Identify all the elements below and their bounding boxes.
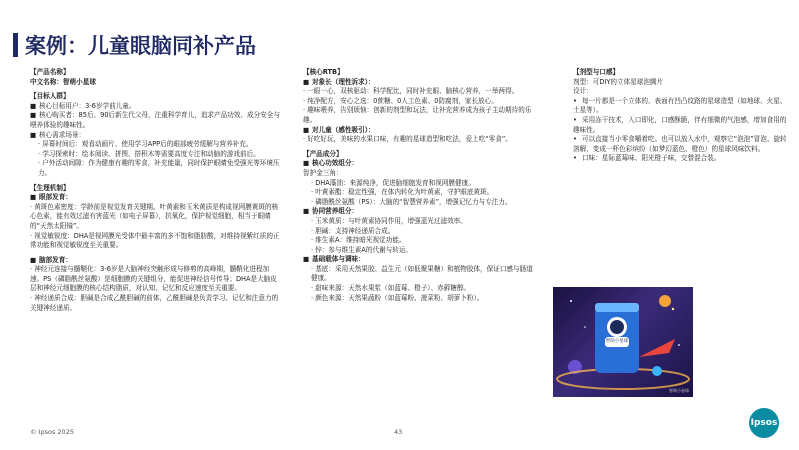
ingredients-core: ■ 核心功效组分： [303,159,359,168]
scenario-outdoor: · 户外活动间隙：作为健康有趣的零食，补充能量，同时保护眼睛免受强光等环境压力。 [38,159,280,177]
ingredient-color: · 颜色来源：天然果蔬粉（如蓝莓粉、菠菜粉、胡萝卜粉）。 [311,293,484,302]
target-scenarios: ■ 核心需求场景： [30,130,86,139]
ipsos-logo: Ipsos [749,408,779,438]
mechanism-eye-acuity: · 视觉敏锐度：DHA是视网膜光受体中最丰富的多不饱和脂肪酸，对维持视紫红质的正常功能和视觉敏锐度至关重要。 [30,231,280,250]
target-buyer: ■ 核心购买者：85后、90后新生代父母，注重科学育儿，追求产品功效、成分安全与喂养体验的趣味性。 [30,111,280,129]
column-product-info [30,68,280,313]
column-format [573,68,788,164]
product-illustration [553,287,693,397]
ingredients-triangle: 智护金三角： [303,168,343,177]
rtb-fun-feeding: · 趣味喂养，告别烦恼：创新的剂型和玩法，让补充营养成为孩子主动期待的乐趣。 [303,106,532,124]
title-accent-bar [13,33,18,57]
mechanism-eye-macula: · 黄斑色素密度：学龄前是视觉发育关键期。叶黄素和玉米黄质是构成视网膜黄斑的核心色素，能有效过滤有害蓝光（如电子屏幕），抗氧化，保护视觉细胞，相当于眼睛的“天然太阳镜”。 [30,202,279,230]
section-title-ingredients: 【产品成分】 [303,149,343,158]
rtb-dual-core: · 一眼一心，双核驱动：科学配比，同时补充眼、脑核心营养，一举两得。 [303,87,519,96]
ingredients-synergy: ■ 协同营养组分： [303,207,359,216]
ingredient-sweetener: · 甜味来源：天然水果浆（如蓝莓、橙子）、赤藓糖醇。 [311,284,471,293]
rtb-tasty-fun: · 好吃好玩，美味的水果口味，有趣的星球造型和吃法，爱上吃“零食”。 [303,135,512,144]
product-can-label: 智萌小星球 [605,339,629,344]
page-number: 43 [394,428,403,436]
mechanism-eye: ■ 眼部发育： [30,193,72,202]
rtb-parents: ■ 对象长（理性诉求）： [303,77,375,86]
format-design: 设计： [573,87,593,96]
ingredients-base: ■ 基础载体与调味： [303,255,365,264]
format-design-freeze-dry: • 采用冻干技术，入口即化，口感酥脆，伴有细微的气泡感，增加食用的趣味性。 [573,115,787,134]
format-design-usage: • 可以直接当小零食嚼着吃。也可以放入水中，观察它“泡泡”冒泡、旋转溶解，变成一杯色彩缤纷（如梦幻蓝色、橙色）的星球风味饮料。 [573,135,787,153]
section-title-name: 【产品名称】 [30,68,70,76]
ingredient-zeaxanthin: · 玉米黄质：与叶黄素协同作用，增强蓝光过滤效率。 [311,216,467,225]
column-rtb-ingredients [303,68,539,303]
mechanism-brain-transmitter: · 神经递质合成：胆碱是合成乙酰胆碱的前体，乙酰胆碱是负责学习、记忆和注意力的关键神经递质。 [30,294,279,312]
mechanism-brain: ■ 脑部发育： [30,255,72,264]
ingredient-base: · 基底：采用天然果胶、益生元（如低聚果糖）和植物胶体，保证口感与肠道健康。 [311,264,533,283]
section-title-format: 【剂型与口感】 [573,68,620,76]
ingredient-choline: · 胆碱：支持神经递质合成。 [311,226,395,235]
mechanism-brain-neuron: · 神经元连接与髓鞘化：3-6岁是大脑神经突触形成与修剪的高峰期，髓鞘化进程加速。PS（磷脂酰丝氨酸）是细胞膜的关键组分，能促进神经信号传导；DHA是大脑皮层和神经元细胞膜的核心结构脂质，对认知、记忆和反应速度至关重要。 [30,265,277,293]
scenario-study: · 学习探索时：绘本阅读、拼图、搭积木等需要高度专注和动脑的游戏前后。 [38,149,260,158]
image-corner-mark: 智萌小星球 [669,388,689,393]
format-type: 剂型：可DIY的立体星球泡腾片 [573,77,664,86]
section-title-rtb: 【核心RTB】 [303,68,344,76]
copyright: © Ipsos 2025 [30,428,74,436]
ingredient-dha: · DHA藻油：来源纯净，促进脑细胞发育和视网膜健康。 [311,178,475,187]
product-name: 中文名称：智萌小星球 [30,77,96,86]
format-design-planet: • 每一片都是一个立体的、表面有凹凸纹路的星球造型（如地球、火星、土星等）。 [573,96,787,115]
section-title-mechanism: 【生理机制】 [30,183,70,192]
ingredient-zinc: · 锌：参与维生素A的代谢与转运。 [311,245,413,254]
ingredient-ps: · 磷脂酰丝氨酸（PS）：大脑的“智慧营养素”，增强记忆力与专注力。 [311,197,512,206]
section-title-target: 【目标人群】 [30,92,70,101]
ingredient-vitamin-a: · 维生素A：维持暗光视觉功能。 [311,236,406,245]
target-core-user: ■ 核心目标用户：3-6岁学前儿童。 [30,101,136,110]
ingredient-lutein: · 叶黄素酯：稳定性强，在体内转化为叶黄素，守护眼底黄斑。 [311,188,494,197]
rtb-pure-formula: · 纯净配方，安心之选：0蔗糖、0人工色素、0防腐剂，家长放心。 [303,96,498,105]
rtb-children: ■ 对儿童（感性吸引）： [303,125,375,134]
scenario-screen: · 屏幕时间后：观看动画片、使用学习APP后的眼部疲劳缓解与营养补充。 [38,140,253,149]
page-title: 案例：儿童眼脑同补产品 [25,34,256,58]
format-flavor: • 口味：星际蓝莓味、阳光橙子味，交替混合装。 [573,154,721,163]
